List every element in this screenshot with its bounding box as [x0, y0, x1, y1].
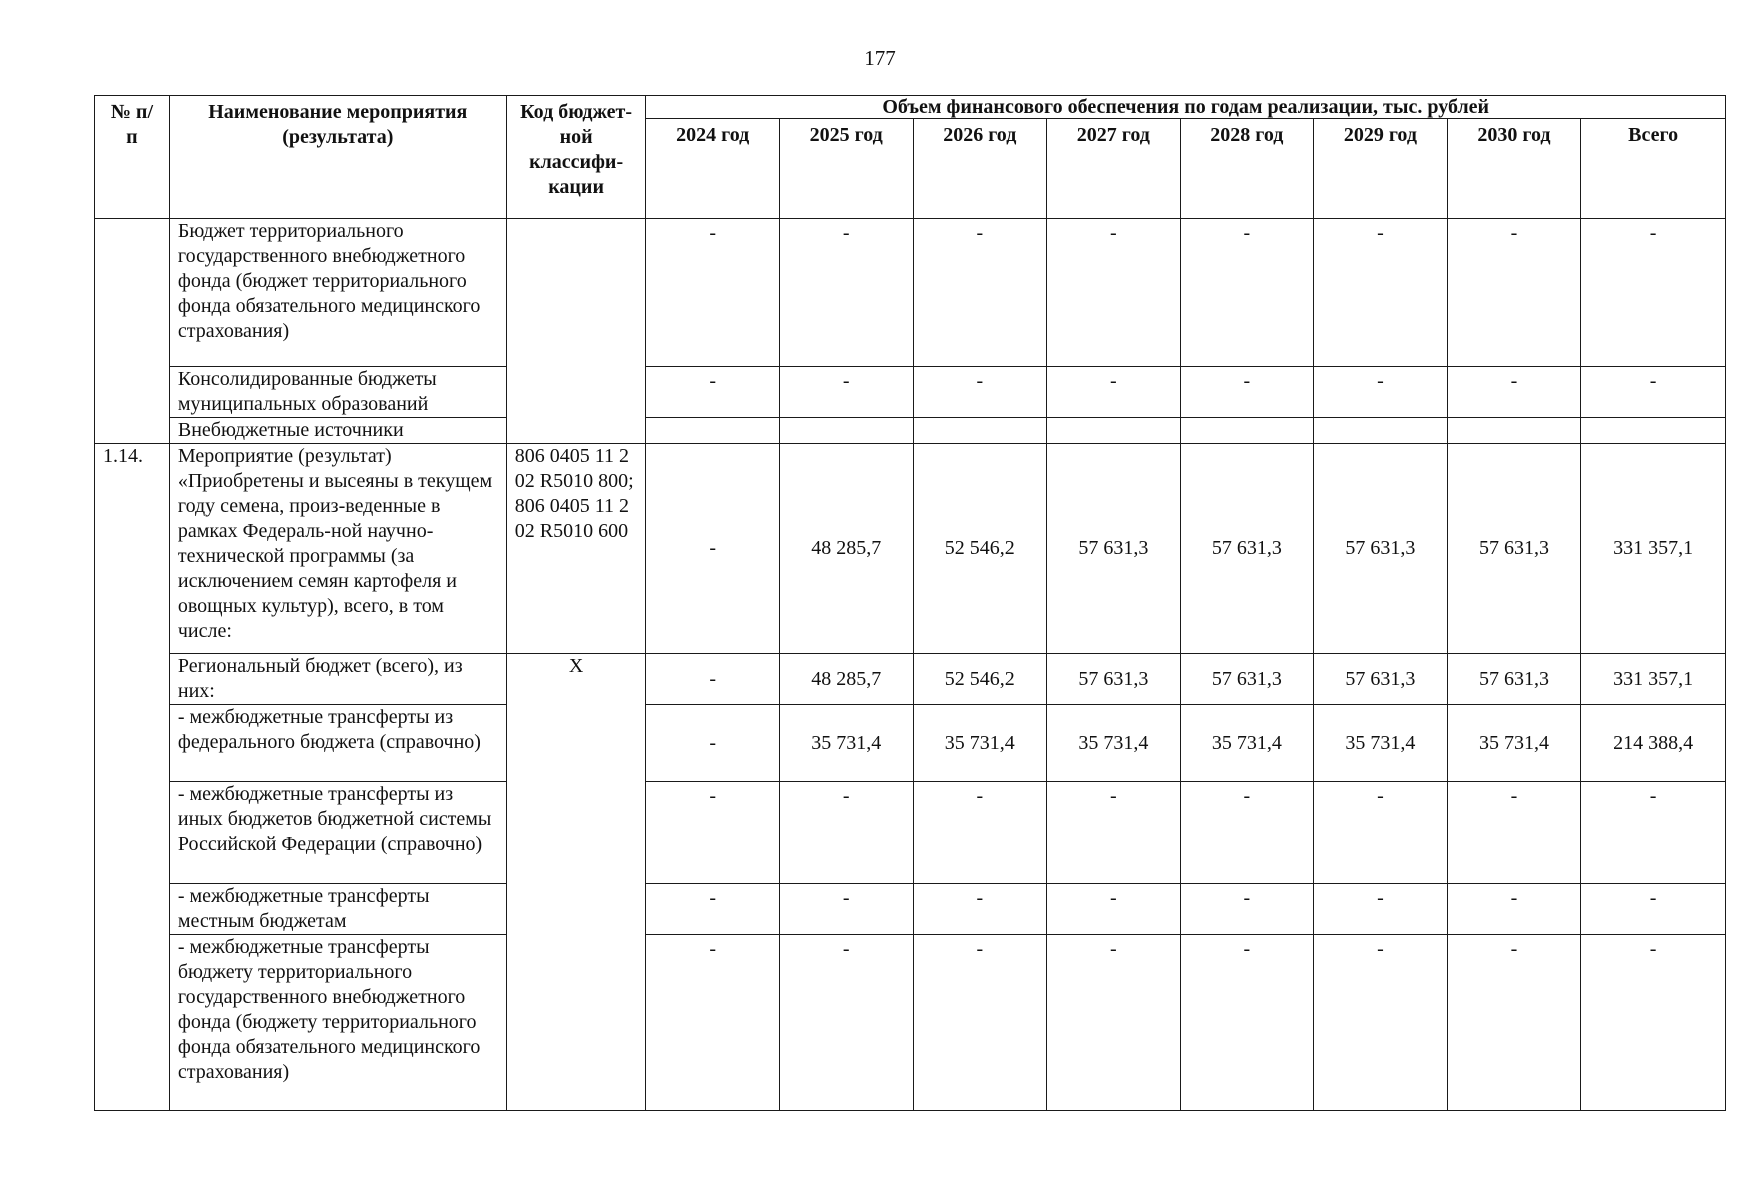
cell-2028: - [1180, 367, 1314, 418]
cell-2029: - [1314, 367, 1448, 418]
cell-2030: 35 731,4 [1447, 705, 1581, 782]
cell-2024 [646, 418, 780, 444]
cell-2024: - [646, 367, 780, 418]
cell-total: - [1581, 782, 1726, 884]
header-year-2025: 2025 год [779, 119, 913, 219]
header-year-2024: 2024 год [646, 119, 780, 219]
cell-2029: 57 631,3 [1314, 654, 1448, 705]
row-name: - межбюджетные трансферты из федерального бюджета (справочно) [169, 705, 506, 782]
cell-2030: - [1447, 782, 1581, 884]
cell-2025: - [779, 884, 913, 935]
cell-2030: - [1447, 219, 1581, 367]
cell-total: - [1581, 367, 1726, 418]
row-code [506, 219, 646, 444]
cell-2026: - [913, 935, 1047, 1111]
cell-2025: - [779, 219, 913, 367]
row-name: - межбюджетные трансферты бюджету территориального государственного внебюджетного фонда (бюджету территориального фонда обязательного медицинского страхования) [169, 935, 506, 1111]
cell-2030: - [1447, 935, 1581, 1111]
financing-table [94, 95, 1726, 1111]
cell-2029: 35 731,4 [1314, 705, 1448, 782]
cell-total: - [1581, 884, 1726, 935]
cell-2024: - [646, 444, 780, 654]
cell-2028 [1180, 418, 1314, 444]
table-row [95, 654, 1726, 705]
cell-2029: - [1314, 884, 1448, 935]
row-code: X [506, 654, 646, 1111]
cell-2028: - [1180, 935, 1314, 1111]
cell-2028: 35 731,4 [1180, 705, 1314, 782]
header-code: Код бюджет-ной классифи-кации [506, 96, 646, 219]
cell-total: 331 357,1 [1581, 654, 1726, 705]
cell-2030 [1447, 418, 1581, 444]
cell-2026: 52 546,2 [913, 654, 1047, 705]
cell-2026: - [913, 782, 1047, 884]
row-name: Региональный бюджет (всего), из них: [169, 654, 506, 705]
cell-2025: 48 285,7 [779, 444, 913, 654]
cell-2024: - [646, 219, 780, 367]
header-name: Наименование мероприятия (результата) [169, 96, 506, 219]
cell-2030: - [1447, 884, 1581, 935]
cell-2027: - [1047, 782, 1181, 884]
cell-2027: 35 731,4 [1047, 705, 1181, 782]
row-name: - межбюджетные трансферты местным бюджетам [169, 884, 506, 935]
cell-2028: - [1180, 219, 1314, 367]
table-row [95, 418, 1726, 444]
cell-2025: - [779, 367, 913, 418]
cell-total [1581, 418, 1726, 444]
table-row [95, 367, 1726, 418]
cell-2027: 57 631,3 [1047, 444, 1181, 654]
cell-2027 [1047, 418, 1181, 444]
cell-2024: - [646, 935, 780, 1111]
cell-2027: 57 631,3 [1047, 654, 1181, 705]
header-total: Всего [1581, 119, 1726, 219]
cell-2027: - [1047, 367, 1181, 418]
cell-2026: 52 546,2 [913, 444, 1047, 654]
cell-total: - [1581, 935, 1726, 1111]
cell-2029: 57 631,3 [1314, 444, 1448, 654]
cell-2024: - [646, 705, 780, 782]
cell-2025: - [779, 782, 913, 884]
cell-2024: - [646, 884, 780, 935]
cell-2025 [779, 418, 913, 444]
header-num: № п/п [95, 96, 170, 219]
cell-2030: 57 631,3 [1447, 654, 1581, 705]
cell-total: 214 388,4 [1581, 705, 1726, 782]
cell-total: 331 357,1 [1581, 444, 1726, 654]
cell-2029 [1314, 418, 1448, 444]
table-row [95, 884, 1726, 935]
cell-2029: - [1314, 219, 1448, 367]
cell-2026: 35 731,4 [913, 705, 1047, 782]
table-body [95, 219, 1726, 1111]
header-year-2030: 2030 год [1447, 119, 1581, 219]
row-name: Бюджет территориального государственного внебюджетного фонда (бюджет территориального фонда обязательного медицинского страхования) [169, 219, 506, 367]
cell-2027: - [1047, 884, 1181, 935]
cell-2024: - [646, 654, 780, 705]
table-row [95, 782, 1726, 884]
row-name: Внебюджетные источники [169, 418, 506, 444]
cell-2025: 35 731,4 [779, 705, 913, 782]
page-number: 177 [864, 46, 896, 70]
row-number [95, 219, 170, 444]
row-number: 1.14. [95, 444, 170, 1111]
cell-2029: - [1314, 782, 1448, 884]
table-row [95, 219, 1726, 367]
table-header [95, 96, 1726, 219]
cell-2028: - [1180, 884, 1314, 935]
cell-2027: - [1047, 219, 1181, 367]
cell-2029: - [1314, 935, 1448, 1111]
table-row [95, 935, 1726, 1111]
cell-2027: - [1047, 935, 1181, 1111]
cell-2030: - [1447, 367, 1581, 418]
cell-2028: 57 631,3 [1180, 654, 1314, 705]
header-year-2029: 2029 год [1314, 119, 1448, 219]
table-row [95, 705, 1726, 782]
row-name: - межбюджетные трансферты из иных бюджетов бюджетной системы Российской Федерации (справочно) [169, 782, 506, 884]
row-name: Консолидированные бюджеты муниципальных образований [169, 367, 506, 418]
row-name: Мероприятие (результат) «Приобретены и высеяны в текущем году семена, произ-веденные в рамках Федераль-ной научно-технической программы (за исключением семян картофеля и овощных культур), всего, в том числе: [169, 444, 506, 654]
cell-total: - [1581, 219, 1726, 367]
cell-2025: - [779, 935, 913, 1111]
row-code: 806 0405 11 2 02 R5010 800; 806 0405 11 2 02 R5010 600 [506, 444, 646, 654]
header-amount-group: Объем финансового обеспечения по годам реализации, тыс. рублей [646, 96, 1726, 119]
cell-2026: - [913, 219, 1047, 367]
header-year-2026: 2026 год [913, 119, 1047, 219]
cell-2024: - [646, 782, 780, 884]
table-row [95, 444, 1726, 654]
cell-2025: 48 285,7 [779, 654, 913, 705]
header-year-2028: 2028 год [1180, 119, 1314, 219]
header-year-2027: 2027 год [1047, 119, 1181, 219]
cell-2026 [913, 418, 1047, 444]
cell-2030: 57 631,3 [1447, 444, 1581, 654]
cell-2026: - [913, 884, 1047, 935]
cell-2028: - [1180, 782, 1314, 884]
cell-2028: 57 631,3 [1180, 444, 1314, 654]
cell-2026: - [913, 367, 1047, 418]
